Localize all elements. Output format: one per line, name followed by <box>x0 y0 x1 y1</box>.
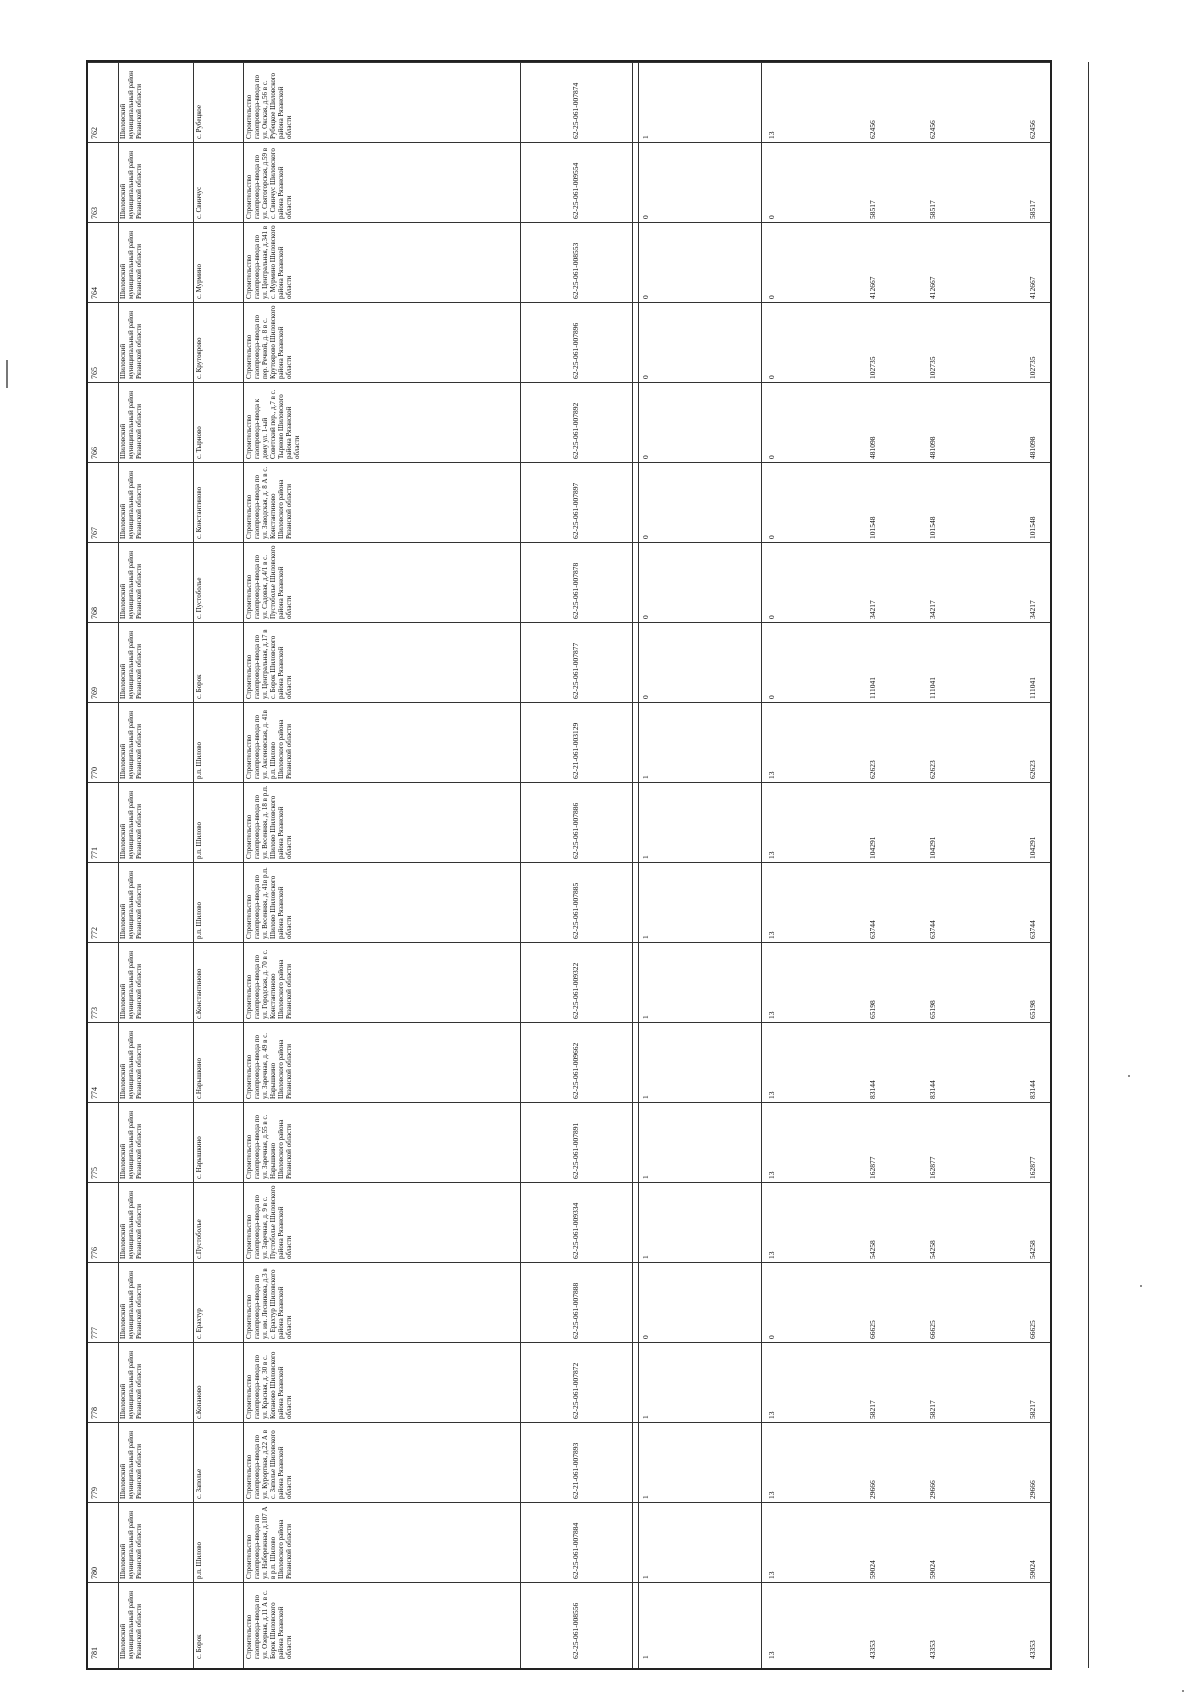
flag-cell: 0 <box>641 455 650 459</box>
row-number: 768 <box>90 607 99 619</box>
municipality-cell: Шиловский муниципальный район Рязанской области <box>119 950 143 1019</box>
amount-cell: 59024 <box>868 1560 877 1579</box>
municipality-cell: Шиловский муниципальный район Рязанской области <box>119 390 143 459</box>
cadastre-number-cell: 62-25-061-008553 <box>571 242 580 299</box>
amount-cell: 34217 <box>1028 600 1037 619</box>
description-cell: Строительство газопровода-ввода по ул. Заречная, д. 9 в с. Пустоболье Шиловского района Рязанской области <box>245 1185 293 1259</box>
description-cell: Строительство газопровода-ввода по ул. Набережная, д.107 А в р.п. Шилово Шиловского района Рязанской области <box>245 1506 293 1579</box>
table-row <box>88 1342 1050 1422</box>
amount-cell: 29666 <box>928 1480 937 1499</box>
locality-cell: с. Свинчус <box>195 186 203 219</box>
amount-cell: 59024 <box>1028 1560 1037 1579</box>
count-cell: 13 <box>767 1651 776 1659</box>
table-row <box>88 1502 1050 1582</box>
description-cell: Строительство газопровода-ввода по ул. Весенняя, д. 18 в р.п. Шилово Шиловского района Рязанской области <box>245 785 293 859</box>
amount-cell: 83144 <box>1028 1080 1037 1099</box>
count-cell: 13 <box>767 131 776 139</box>
flag-cell: 1 <box>641 935 650 939</box>
amount-cell: 54258 <box>868 1240 877 1259</box>
cadastre-number-cell: 62-25-061-007897 <box>571 482 580 539</box>
municipality-cell: Шиловский муниципальный район Рязанской области <box>119 630 143 699</box>
amount-cell: 83144 <box>928 1080 937 1099</box>
count-cell: 13 <box>767 1491 776 1499</box>
flag-cell: 1 <box>641 1175 650 1179</box>
row-number: 765 <box>90 367 99 379</box>
table-row <box>88 1182 1050 1262</box>
amount-cell: 58517 <box>1028 200 1037 219</box>
municipality-cell: Шиловский муниципальный район Рязанской области <box>119 310 143 379</box>
municipality-cell: Шиловский муниципальный район Рязанской области <box>119 1110 143 1179</box>
amount-cell: 29666 <box>868 1480 877 1499</box>
municipality-cell: Шиловский муниципальный район Рязанской области <box>119 1430 143 1499</box>
locality-cell: с. Мурмино <box>195 264 203 299</box>
count-cell: 13 <box>767 851 776 859</box>
municipality-cell: Шиловский муниципальный район Рязанской области <box>119 230 143 299</box>
table-row <box>88 222 1050 302</box>
municipality-cell: Шиловский муниципальный район Рязанской области <box>119 1270 143 1339</box>
count-cell: 13 <box>767 1411 776 1419</box>
amount-cell: 58217 <box>1028 1400 1037 1419</box>
locality-cell: р.п. Шилово <box>195 741 203 779</box>
locality-cell: с. Рубецкое <box>195 105 203 139</box>
amount-cell: 66625 <box>928 1320 937 1339</box>
cadastre-number-cell: 62-25-061-007886 <box>571 802 580 859</box>
municipality-cell: Шиловский муниципальный район Рязанской области <box>119 150 143 219</box>
cadastre-number-cell: 62-25-061-008556 <box>571 1602 580 1659</box>
locality-cell: с. Пустоболье <box>195 577 203 619</box>
amount-cell: 412667 <box>868 276 877 299</box>
description-cell: Строительство газопровода-ввода по ул. Центральная, д.341 в с. Мурмино Шиловского района Рязанской области <box>245 225 293 299</box>
municipality-cell: Шиловский муниципальный район Рязанской области <box>119 1350 143 1419</box>
cadastre-number-cell: 62-25-061-009554 <box>571 162 580 219</box>
amount-cell: 412667 <box>1028 276 1037 299</box>
flag-cell: 0 <box>641 535 650 539</box>
table-row <box>88 62 1050 142</box>
cadastre-number-cell: 62-25-061-007888 <box>571 1282 580 1339</box>
amount-cell: 62456 <box>1028 120 1037 139</box>
table-row <box>88 1582 1050 1662</box>
flag-cell: 1 <box>641 1655 650 1659</box>
amount-cell: 101548 <box>868 516 877 539</box>
table-row <box>88 942 1050 1022</box>
table-row <box>88 542 1050 622</box>
municipality-cell: Шиловский муниципальный район Рязанской области <box>119 1190 143 1259</box>
row-number: 774 <box>90 1087 99 1099</box>
amount-cell: 63744 <box>1028 920 1037 939</box>
amount-cell: 59024 <box>928 1560 937 1579</box>
amount-cell: 62456 <box>868 120 877 139</box>
amount-cell: 481098 <box>868 436 877 459</box>
count-cell: 0 <box>767 535 776 539</box>
amount-cell: 111041 <box>1028 677 1037 699</box>
locality-cell: с. Ерахтур <box>195 1308 203 1339</box>
amount-cell: 65198 <box>1028 1000 1037 1019</box>
cadastre-number-cell: 62-25-061-007892 <box>571 402 580 459</box>
amount-cell: 101548 <box>1028 516 1037 539</box>
amount-cell: 43353 <box>1028 1640 1037 1659</box>
cadastre-number-cell: 62-25-061-009662 <box>571 1042 580 1099</box>
amount-cell: 58517 <box>928 200 937 219</box>
amount-cell: 162877 <box>928 1156 937 1179</box>
cadastre-number-cell: 62-25-061-007884 <box>571 1522 580 1579</box>
amount-cell: 29666 <box>1028 1480 1037 1499</box>
amount-cell: 58517 <box>868 200 877 219</box>
locality-cell: р.п. Шилово <box>195 1541 203 1579</box>
locality-cell: с.Пустоболье <box>195 1219 203 1259</box>
row-number: 773 <box>90 1007 99 1019</box>
municipality-cell: Шиловский муниципальный район Рязанской области <box>119 790 143 859</box>
count-cell: 0 <box>767 1335 776 1339</box>
locality-cell: с. Борок <box>195 674 203 699</box>
table-row <box>88 1102 1050 1182</box>
row-number: 769 <box>90 687 99 699</box>
cadastre-number-cell: 62-25-061-007878 <box>571 562 580 619</box>
flag-cell: 0 <box>641 375 650 379</box>
row-number: 779 <box>90 1487 99 1499</box>
description-cell: Строительство газопровода-ввода по ул. Курортная, д.22 А в с. Заполье Шиловского района Рязанской области <box>245 1429 293 1499</box>
scan-speck <box>1182 1690 1184 1692</box>
description-cell: Строительство газопровода-ввода по ул. Заречная, д.55 в с. Нарышкино Шиловского района Рязанской области <box>245 1114 293 1179</box>
amount-cell: 43353 <box>928 1640 937 1659</box>
locality-cell: с.Копаново <box>195 1385 203 1419</box>
cadastre-number-cell: 62-25-061-007885 <box>571 882 580 939</box>
amount-cell: 102735 <box>928 356 937 379</box>
amount-cell: 34217 <box>868 600 877 619</box>
amount-cell: 111041 <box>868 677 877 699</box>
amount-cell: 58217 <box>868 1400 877 1419</box>
cadastre-number-cell: 62-21-061-007893 <box>571 1442 580 1499</box>
municipality-cell: Шиловский муниципальный район Рязанской области <box>119 550 143 619</box>
amount-cell: 63744 <box>928 920 937 939</box>
table-row <box>88 1022 1050 1102</box>
count-cell: 13 <box>767 1251 776 1259</box>
amount-cell: 102735 <box>868 356 877 379</box>
locality-cell: р.п. Шилово <box>195 901 203 939</box>
scan-margin-mark <box>6 360 8 388</box>
cadastre-number-cell: 62-25-061-007877 <box>571 642 580 699</box>
description-cell: Строительство газопровода-ввода по ул. им. Лесникова, д.3 в с. Ерахтур Шиловского района Рязанской области <box>245 1268 293 1339</box>
count-cell: 0 <box>767 375 776 379</box>
flag-cell: 1 <box>641 1015 650 1019</box>
municipality-cell: Шиловский муниципальный район Рязанской области <box>119 70 143 139</box>
table-row <box>88 782 1050 862</box>
table-row <box>88 1262 1050 1342</box>
row-number: 772 <box>90 927 99 939</box>
amount-cell: 66625 <box>1028 1320 1037 1339</box>
description-cell: Строительство газопровода-ввода по ул. Святогорская, д.59 в с. Свинчус Шиловского района Рязанской области <box>245 147 293 219</box>
amount-cell: 481098 <box>928 436 937 459</box>
flag-cell: 1 <box>641 775 650 779</box>
row-number: 764 <box>90 287 99 299</box>
cadastre-number-cell: 62-25-061-007874 <box>571 82 580 139</box>
flag-cell: 1 <box>641 1575 650 1579</box>
description-cell: Строительство газопровода-ввода по ул. Весенняя, д. 41в р.п. Шилово Шиловского района Рязанской области <box>245 867 293 939</box>
flag-cell: 1 <box>641 1415 650 1419</box>
municipality-cell: Шиловский муниципальный район Рязанской области <box>119 470 143 539</box>
row-number: 778 <box>90 1407 99 1419</box>
flag-cell: 0 <box>641 695 650 699</box>
amount-cell: 412667 <box>928 276 937 299</box>
amount-cell: 65198 <box>868 1000 877 1019</box>
description-cell: Строительство газопровода-ввода по ул. Заречная, д. 49 в с. Нарышкино Шиловского района Рязанской области <box>245 1032 293 1099</box>
amount-cell: 111041 <box>928 677 937 699</box>
flag-cell: 1 <box>641 135 650 139</box>
amount-cell: 83144 <box>868 1080 877 1099</box>
municipality-cell: Шиловский муниципальный район Рязанской области <box>119 710 143 779</box>
row-number: 781 <box>90 1647 99 1659</box>
locality-cell: с. Крутоярово <box>195 337 203 379</box>
flag-cell: 0 <box>641 215 650 219</box>
row-number: 770 <box>90 767 99 779</box>
count-cell: 0 <box>767 215 776 219</box>
description-cell: Строительство газопровода-ввода по ул. Окская, д.56 в с. Рубецкое Шиловского района Рязанской области <box>245 72 293 139</box>
amount-cell: 162877 <box>1028 1156 1037 1179</box>
scan-speck <box>1140 1285 1142 1287</box>
amount-cell: 104291 <box>1028 836 1037 859</box>
count-cell: 0 <box>767 455 776 459</box>
amount-cell: 66625 <box>868 1320 877 1339</box>
flag-cell: 0 <box>641 295 650 299</box>
description-cell: Строительство газопровода-ввода по ул. Садовая, д.4/1 в с. Пустоболье Шиловского района Рязанской области <box>245 545 293 619</box>
amount-cell: 54258 <box>928 1240 937 1259</box>
locality-cell: с. Тырново <box>195 426 203 459</box>
municipality-cell: Шиловский муниципальный район Рязанской области <box>119 870 143 939</box>
amount-cell: 162877 <box>868 1156 877 1179</box>
description-cell: Строительство газопровода-ввода по ул. Городская, д. 70 в с. Константиново Шиловского района Рязанской области <box>245 949 293 1019</box>
count-cell: 0 <box>767 615 776 619</box>
table-row <box>88 1422 1050 1502</box>
amount-cell: 43353 <box>868 1640 877 1659</box>
amount-cell: 104291 <box>928 836 937 859</box>
scanned-table <box>86 60 1052 1670</box>
flag-cell: 0 <box>641 1335 650 1339</box>
table-row <box>88 702 1050 782</box>
locality-cell: с. Нарышкино <box>195 1136 203 1179</box>
municipality-cell: Шиловский муниципальный район Рязанской области <box>119 1030 143 1099</box>
flag-cell: 1 <box>641 1495 650 1499</box>
amount-cell: 58217 <box>928 1400 937 1419</box>
description-cell: Строительство газопровода-ввода по ул. Заводская, д. 8 А в с. Константиново Шиловского района Рязанской области <box>245 466 293 539</box>
count-cell: 13 <box>767 771 776 779</box>
cadastre-number-cell: 62-25-061-009322 <box>571 962 580 1019</box>
count-cell: 13 <box>767 1171 776 1179</box>
row-number: 767 <box>90 527 99 539</box>
row-number: 780 <box>90 1567 99 1579</box>
amount-cell: 62623 <box>928 760 937 779</box>
amount-cell: 104291 <box>868 836 877 859</box>
cadastre-number-cell: 62-25-061-007891 <box>571 1122 580 1179</box>
table-row <box>88 142 1050 222</box>
cadastre-number-cell: 62-21-061-003129 <box>571 722 580 779</box>
count-cell: 13 <box>767 1571 776 1579</box>
table-row <box>88 302 1050 382</box>
locality-cell: с. Заполье <box>195 1468 203 1499</box>
amount-cell: 62623 <box>868 760 877 779</box>
count-cell: 13 <box>767 931 776 939</box>
column-divider <box>1088 62 1089 1668</box>
amount-cell: 65198 <box>928 1000 937 1019</box>
flag-cell: 1 <box>641 855 650 859</box>
flag-cell: 0 <box>641 615 650 619</box>
description-cell: Строительство газопровода-ввода по пер. Речной, д. 8 в с. Крутоярово Шиловского района Рязанской области <box>245 305 293 379</box>
amount-cell: 481098 <box>1028 436 1037 459</box>
municipality-cell: Шиловский муниципальный район Рязанской области <box>119 1590 143 1659</box>
amount-cell: 63744 <box>868 920 877 939</box>
locality-cell: с.Нарышкино <box>195 1057 203 1099</box>
flag-cell: 1 <box>641 1255 650 1259</box>
description-cell: Строительство газопровода-ввода по ул. Красная, д. 30 в с. Копаново Шиловского района Рязанской области <box>245 1351 293 1419</box>
locality-cell: с. Борок <box>195 1634 203 1659</box>
amount-cell: 101548 <box>928 516 937 539</box>
table-row <box>88 462 1050 542</box>
count-cell: 13 <box>767 1011 776 1019</box>
amount-cell: 54258 <box>1028 1240 1037 1259</box>
locality-cell: с. Константиново <box>195 486 203 539</box>
description-cell: Строительство газопровода-ввода по ул. Аксеновская, д. 41в р.п. Шилово Шиловского района Рязанской области <box>245 710 293 779</box>
cadastre-number-cell: 62-25-061-007872 <box>571 1362 580 1419</box>
amount-cell: 102735 <box>1028 356 1037 379</box>
amount-cell: 62456 <box>928 120 937 139</box>
count-cell: 0 <box>767 295 776 299</box>
amount-cell: 62623 <box>1028 760 1037 779</box>
locality-cell: р.п. Шилово <box>195 821 203 859</box>
table-row <box>88 862 1050 942</box>
row-number: 771 <box>90 847 99 859</box>
table-row <box>88 382 1050 462</box>
table-row <box>88 622 1050 702</box>
row-number: 775 <box>90 1167 99 1179</box>
locality-cell: с.Константиново <box>195 968 203 1019</box>
municipality-cell: Шиловский муниципальный район Рязанской области <box>119 1510 143 1579</box>
cadastre-number-cell: 62-25-061-009334 <box>571 1202 580 1259</box>
description-cell: Строительство газопровода-ввода к дому ул. 1-ый Советский пер., д.7 в с. Тырново Шиловского района Рязанской области <box>245 389 301 459</box>
scan-speck <box>1128 1075 1130 1077</box>
row-number: 777 <box>90 1327 99 1339</box>
cadastre-number-cell: 62-25-061-007896 <box>571 322 580 379</box>
count-cell: 0 <box>767 695 776 699</box>
row-number: 763 <box>90 207 99 219</box>
description-cell: Строительство газопровода-ввода по ул. Центральная, д.17 в с. Борок Шиловского района Рязанской области <box>245 629 293 699</box>
row-number: 762 <box>90 127 99 139</box>
row-number: 776 <box>90 1247 99 1259</box>
count-cell: 13 <box>767 1091 776 1099</box>
row-number: 766 <box>90 447 99 459</box>
flag-cell: 1 <box>641 1095 650 1099</box>
amount-cell: 34217 <box>928 600 937 619</box>
description-cell: Строительство газопровода-ввода по ул. Озерная, д.11 А в с. Борок Шиловского района Рязанской области <box>245 1590 293 1659</box>
